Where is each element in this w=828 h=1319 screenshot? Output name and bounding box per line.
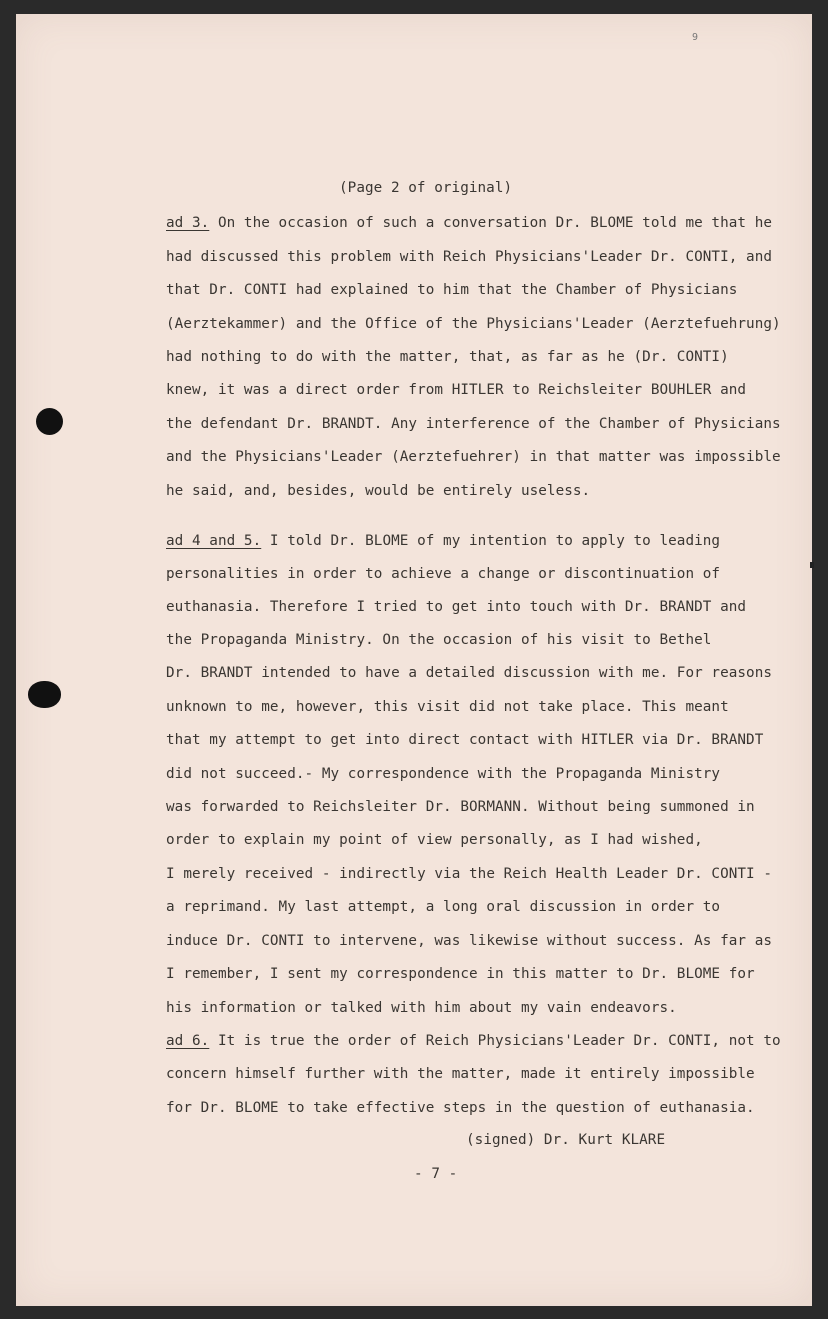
- text-line: the Propaganda Ministry. On the occasion of his visit to Bethel: [166, 632, 712, 648]
- text-line: I merely received - indirectly via the Reich Health Leader Dr. CONTI -: [166, 866, 773, 882]
- text-line: and the Physicians'Leader (Aerztefuehrer) in that matter was impossible: [166, 449, 781, 465]
- text-line: order to explain my point of view personally, as I had wished,: [166, 832, 703, 848]
- line-text: I told Dr. BLOME of my intention to apply to leading: [261, 533, 721, 549]
- edge-mark: [810, 562, 814, 568]
- text-line: knew, it was a direct order from HITLER to Reichsleiter BOUHLER and: [166, 382, 747, 398]
- text-line: personalities in order to achieve a change or discontinuation of: [166, 566, 721, 582]
- paragraph-ad3-first-line: [166, 215, 772, 231]
- line-text: On the occasion of such a conversation Dr. BLOME told me that he: [209, 215, 773, 231]
- text-line: Dr. BRANDT intended to have a detailed discussion with me. For reasons: [166, 665, 773, 681]
- paragraph-ad6-first-line: [166, 1033, 781, 1049]
- text-line: his information or talked with him about my vain endeavors.: [166, 1000, 677, 1016]
- text-line: (Aerztekammer) and the Office of the Physicians'Leader (Aerztefuehrung): [166, 316, 781, 332]
- text-line: had discussed this problem with Reich Physicians'Leader Dr. CONTI, and: [166, 249, 773, 265]
- page-header: (Page 2 of original): [339, 180, 513, 196]
- paragraph-label: ad 3.: [166, 215, 210, 231]
- text-line: concern himself further with the matter, made it entirely impossible: [166, 1066, 755, 1082]
- signature-line: (signed) Dr. Kurt KLARE: [466, 1132, 666, 1148]
- text-line: induce Dr. CONTI to intervene, was likewise without success. As far as: [166, 933, 773, 949]
- punch-hole-upper: [36, 408, 63, 435]
- text-line: euthanasia. Therefore I tried to get into touch with Dr. BRANDT and: [166, 599, 747, 615]
- text-line: had nothing to do with the matter, that, as far as he (Dr. CONTI): [166, 349, 729, 365]
- text-line: for Dr. BLOME to take effective steps in the question of euthanasia.: [166, 1100, 755, 1116]
- text-line: the defendant Dr. BRANDT. Any interference of the Chamber of Physicians: [166, 416, 781, 432]
- paragraph-ad4-5-first-line: [166, 533, 720, 549]
- paragraph-label: ad 4 and 5.: [166, 533, 262, 549]
- text-line: that Dr. CONTI had explained to him that the Chamber of Physicians: [166, 282, 738, 298]
- page-number: - 7 -: [414, 1166, 458, 1182]
- text-line: a reprimand. My last attempt, a long oral discussion in order to: [166, 899, 721, 915]
- text-line: he said, and, besides, would be entirely useless.: [166, 483, 591, 499]
- text-line: I remember, I sent my correspondence in this matter to Dr. BLOME for: [166, 966, 755, 982]
- text-line: unknown to me, however, this visit did not take place. This meant: [166, 699, 729, 715]
- line-text: It is true the order of Reich Physicians'Leader Dr. CONTI, not to: [209, 1033, 781, 1049]
- punch-hole-lower: [28, 681, 61, 708]
- text-line: that my attempt to get into direct contact with HITLER via Dr. BRANDT: [166, 732, 764, 748]
- paragraph-label: ad 6.: [166, 1033, 210, 1049]
- corner-mark: 9: [692, 32, 699, 43]
- text-line: was forwarded to Reichsleiter Dr. BORMANN. Without being summoned in: [166, 799, 755, 815]
- text-line: did not succeed.- My correspondence with the Propaganda Ministry: [166, 766, 721, 782]
